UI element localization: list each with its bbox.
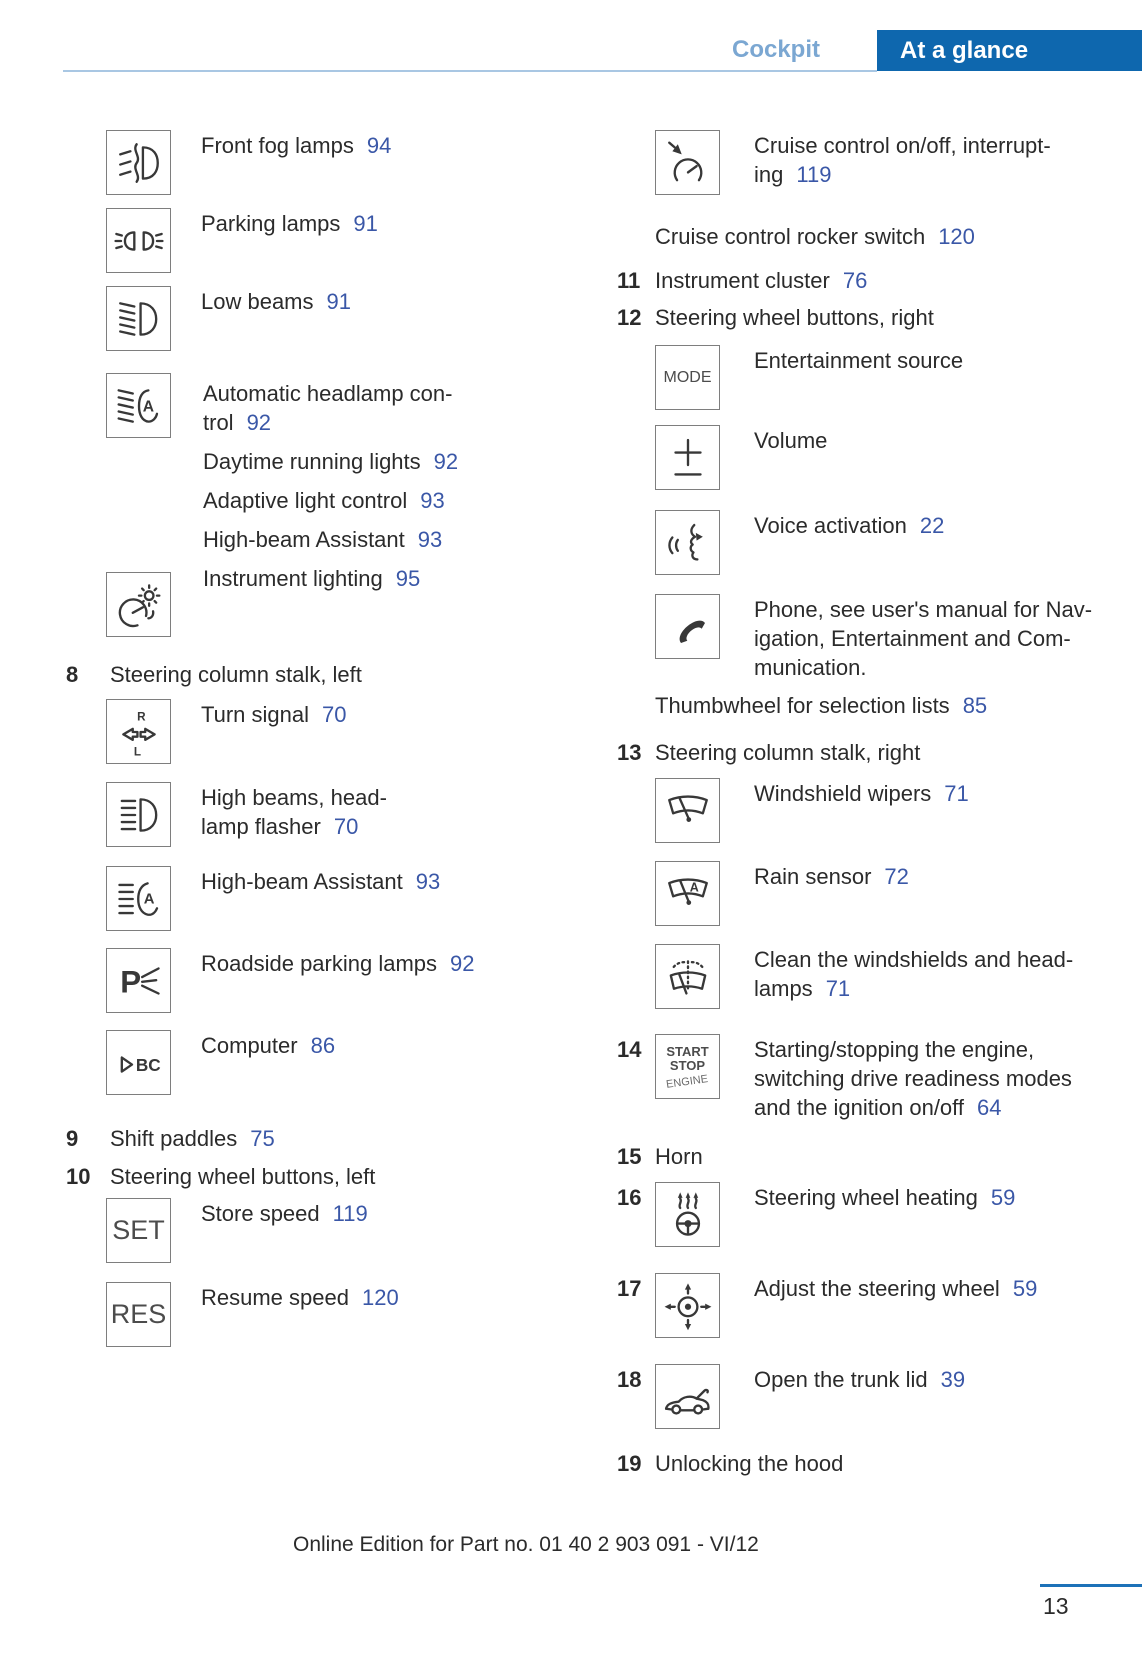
- entry-phone: Phone, see user's manual for Navigation, Entertainment and Communication.: [617, 594, 1109, 682]
- windshield-wipers-icon: [655, 778, 720, 843]
- page-ref: 71: [944, 781, 969, 806]
- low-beams-icon: [106, 286, 171, 351]
- item-number: 14: [617, 1037, 642, 1062]
- front-fog-lamps-icon: [106, 130, 171, 195]
- page-ref: 93: [420, 488, 445, 513]
- svg-text:A: A: [143, 891, 155, 908]
- header-divider: [63, 70, 877, 72]
- volume-icon: [655, 425, 720, 490]
- entry-computer: BC Computer 86: [66, 1030, 521, 1095]
- heading-shift-paddles: 9 Shift paddles 75: [66, 1126, 275, 1151]
- page-ref: 70: [333, 814, 359, 839]
- page-ref: 93: [415, 869, 441, 894]
- entry-high-beam-assistant: High-beam Assistant 93: [203, 527, 443, 552]
- svg-text:A: A: [142, 397, 154, 415]
- entry-adjust-steering-wheel: 17 Adjust the steering wheel 59: [617, 1273, 1109, 1338]
- heading-steering-wheel-buttons-right: 12 Steering wheel buttons, right: [617, 305, 934, 330]
- svg-text:A: A: [689, 880, 699, 895]
- entry-automatic-headlamp-control: Automatic headlamp control 92: [203, 381, 453, 435]
- svg-text:BC: BC: [135, 1054, 161, 1075]
- right-column: [617, 130, 1109, 1478]
- page-ref: 92: [246, 410, 272, 435]
- svg-text:R: R: [136, 709, 146, 723]
- entry-rain-sensor: A Rain sensor 72: [617, 861, 1109, 926]
- entry-cruise-control: Cruise control on/off, interrupting 119: [617, 130, 1109, 195]
- entry-front-fog-lamps: Front fog lamps 94: [66, 130, 521, 195]
- entry-start-stop-engine: 14 START STOP ENGINE Starting/stopping the engine, switching drive readiness modes and the ignition on/off 64: [617, 1034, 1109, 1122]
- item-number: 15: [617, 1144, 642, 1169]
- page-ref: 91: [326, 289, 351, 314]
- high-beam-assistant-icon: [106, 866, 171, 931]
- heading-instrument-cluster: 11 Instrument cluster 76: [617, 268, 868, 293]
- entry-parking-lamps: Parking lamps 91: [66, 208, 521, 273]
- page-number-rule: [1040, 1584, 1142, 1587]
- item-number: 16: [617, 1185, 642, 1210]
- entry-entertainment-source: MODE Entertainment source: [617, 345, 1109, 410]
- page-ref: 119: [332, 1201, 368, 1226]
- page-ref: 76: [842, 268, 868, 293]
- entry-thumbwheel: Thumbwheel for selection lists 85: [655, 693, 988, 718]
- page-ref: 59: [990, 1185, 1016, 1210]
- computer-bc-icon: [106, 1030, 171, 1095]
- entry-adaptive-light-control: Adaptive light control 93: [203, 488, 445, 513]
- entry-high-beam-assistant-stalk: A High-beam Assistant 93: [66, 866, 521, 931]
- chapter-tab: [877, 30, 1142, 71]
- lighting-functions-list: [203, 373, 461, 593]
- heading-steering-column-stalk-right: 13 Steering column stalk, right: [617, 740, 921, 765]
- entry-windshield-wipers: Windshield wipers 71: [617, 778, 1109, 843]
- item-number: 13: [617, 740, 642, 765]
- page-ref: 39: [940, 1367, 966, 1392]
- page-ref: 92: [433, 449, 459, 474]
- cruise-control-icon: [655, 130, 720, 195]
- svg-text:L: L: [133, 744, 141, 757]
- phone-icon: [655, 594, 720, 659]
- page-ref: 120: [938, 224, 975, 249]
- page-ref: 85: [962, 693, 988, 718]
- clean-windshields-icon: [655, 944, 720, 1009]
- entry-steering-wheel-heating: 16 Steering wheel heating 59: [617, 1182, 1109, 1247]
- edition-note: Online Edition for Part no. 01 40 2 903 091 - VI/12: [293, 1533, 759, 1556]
- entry-clean-windshields: Clean the windshields and headlamps 71: [617, 944, 1109, 1009]
- high-beams-icon: [106, 782, 171, 847]
- voice-activation-icon: [655, 510, 720, 575]
- instrument-lighting-icon: [106, 572, 171, 637]
- page-ref: 93: [417, 527, 443, 552]
- heading-steering-column-stalk-left: 8 Steering column stalk, left: [66, 662, 362, 687]
- rain-sensor-icon: [655, 861, 720, 926]
- page-ref: 94: [366, 133, 392, 158]
- left-column: [66, 130, 521, 1347]
- entry-turn-signal: R L Turn signal 70: [66, 699, 521, 764]
- lighting-functions-group: [66, 373, 521, 638]
- page-ref: 92: [450, 951, 475, 976]
- entry-cruise-rocker-switch: Cruise control rocker switch 120: [655, 224, 975, 249]
- page-ref: 71: [825, 976, 851, 1001]
- item-number: 9: [66, 1126, 79, 1151]
- page-ref: 64: [977, 1095, 1002, 1120]
- svg-text:P: P: [119, 964, 141, 1000]
- open-trunk-lid-icon: [655, 1364, 720, 1429]
- res-button-icon: RES: [106, 1282, 171, 1347]
- heading-unlocking-the-hood: 19 Unlocking the hood: [617, 1451, 844, 1476]
- page-ref: 59: [1012, 1276, 1038, 1301]
- item-number: 10: [66, 1164, 91, 1189]
- automatic-headlamp-control-icon: [106, 373, 171, 438]
- set-button-icon: SET: [106, 1198, 171, 1263]
- entry-high-beams-flasher: High beams, headlamp flasher 70: [66, 782, 521, 847]
- item-number: 8: [66, 662, 79, 687]
- heading-steering-wheel-buttons-left: 10 Steering wheel buttons, left: [66, 1164, 376, 1189]
- section-label: Cockpit: [731, 36, 820, 63]
- entry-low-beams: Low beams 91: [66, 286, 521, 351]
- entry-instrument-lighting: Instrument lighting 95: [203, 566, 421, 591]
- entry-volume: Volume: [617, 425, 1109, 490]
- turn-signal-icon: [106, 699, 171, 764]
- item-number: 19: [617, 1451, 642, 1476]
- page-ref: 95: [395, 566, 421, 591]
- entry-voice-activation: Voice activation 22: [617, 510, 1109, 575]
- parking-lamps-icon: [106, 208, 171, 273]
- entry-roadside-parking-lamps: P Roadside parking lamps 92: [66, 948, 521, 1013]
- mode-button-icon: MODE: [655, 345, 720, 410]
- page-ref: 86: [310, 1033, 336, 1058]
- page-ref: 91: [353, 211, 378, 236]
- item-number: 12: [617, 305, 642, 330]
- heading-horn: 15 Horn: [617, 1144, 703, 1169]
- steering-wheel-heating-icon: [655, 1182, 720, 1247]
- entry-store-speed: SET Store speed 119: [66, 1198, 521, 1263]
- item-number: 11: [617, 268, 641, 293]
- page-ref: 22: [919, 513, 945, 538]
- page-ref: 72: [884, 864, 909, 889]
- entry-resume-speed: RES Resume speed 120: [66, 1282, 521, 1347]
- page-ref: 70: [322, 702, 347, 727]
- item-number: 17: [617, 1276, 642, 1301]
- entry-open-trunk-lid: 18 Open the trunk lid 39: [617, 1364, 1109, 1429]
- roadside-parking-lamps-icon: [106, 948, 171, 1013]
- page-ref: 119: [796, 162, 832, 187]
- page-ref: 75: [250, 1126, 275, 1151]
- page-number: 13: [1043, 1593, 1069, 1619]
- chapter-tab-label: At a glance: [900, 37, 1029, 64]
- entry-daytime-running-lights: Daytime running lights 92: [203, 449, 459, 474]
- adjust-steering-wheel-icon: [655, 1273, 720, 1338]
- item-number: 18: [617, 1367, 642, 1392]
- start-stop-engine-icon: START STOP ENGINE: [655, 1034, 720, 1099]
- page-ref: 120: [361, 1285, 399, 1310]
